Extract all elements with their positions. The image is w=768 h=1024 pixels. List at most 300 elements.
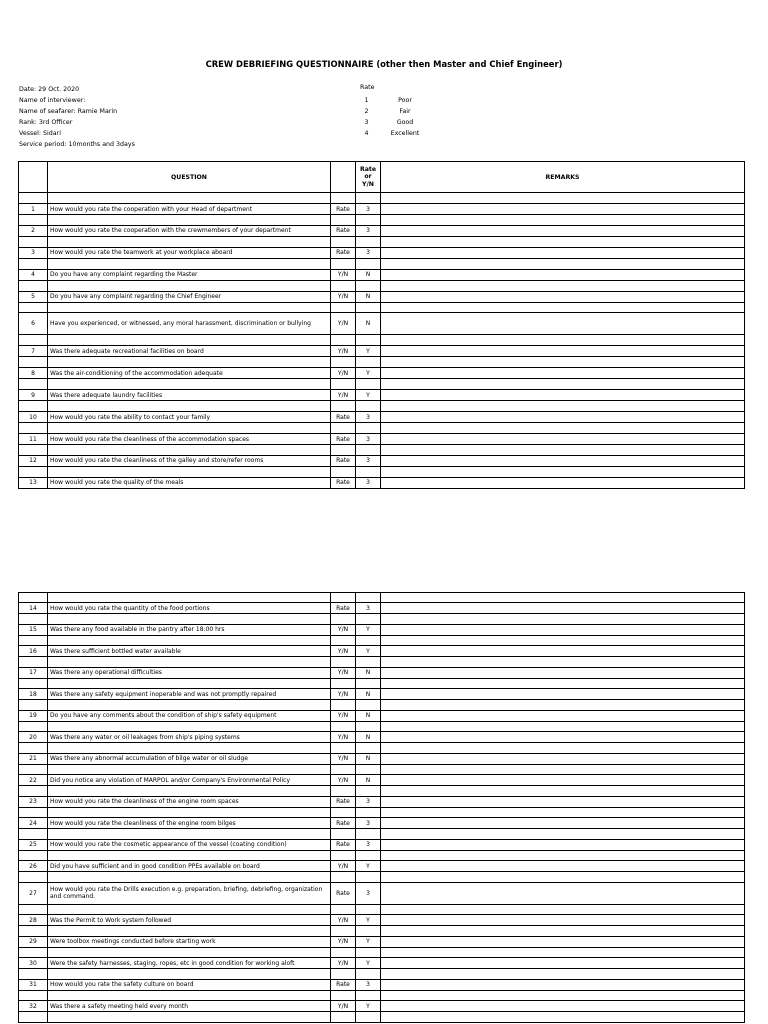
answer-value: N bbox=[356, 710, 381, 721]
question-text: Was there sufficient bottled water available bbox=[48, 646, 331, 657]
blank-cell bbox=[381, 1012, 745, 1023]
blank-cell bbox=[381, 764, 745, 775]
blank-cell bbox=[48, 743, 331, 754]
question-row bbox=[19, 775, 745, 786]
spacer-row bbox=[19, 700, 745, 711]
rate-scale-legend bbox=[360, 95, 431, 139]
blank-cell bbox=[48, 193, 331, 204]
question-text: How would you rate the cleanliness of the galley and store/refer rooms bbox=[48, 455, 331, 466]
blank-cell bbox=[48, 678, 331, 689]
answer-value: Y bbox=[356, 861, 381, 872]
spacer-row bbox=[19, 904, 745, 915]
question-number: 17 bbox=[19, 667, 48, 678]
blank-cell bbox=[19, 614, 48, 625]
blank-cell bbox=[48, 466, 331, 477]
question-number: 4 bbox=[19, 269, 48, 280]
blank-cell bbox=[356, 926, 381, 937]
question-row bbox=[19, 818, 745, 829]
blank-cell bbox=[331, 764, 356, 775]
answer-type: Rate bbox=[331, 603, 356, 614]
questions-body-page-2 bbox=[19, 593, 745, 1023]
spacer-row bbox=[19, 678, 745, 689]
vessel-field: Vessel: Sidari bbox=[19, 130, 61, 137]
spacer-row bbox=[19, 258, 745, 269]
blank-cell bbox=[381, 280, 745, 291]
question-text: How would you rate the cleanliness of the engine room bilges bbox=[48, 818, 331, 829]
blank-cell bbox=[331, 193, 356, 204]
blank-cell bbox=[331, 614, 356, 625]
question-row bbox=[19, 291, 745, 302]
blank-cell bbox=[19, 423, 48, 434]
spacer-row bbox=[19, 215, 745, 226]
question-row bbox=[19, 434, 745, 445]
answer-value: 3 bbox=[356, 882, 381, 904]
blank-cell bbox=[48, 445, 331, 456]
blank-cell bbox=[356, 990, 381, 1001]
question-number: 3 bbox=[19, 247, 48, 258]
blank-cell bbox=[331, 335, 356, 346]
blank-cell bbox=[331, 635, 356, 646]
question-number: 25 bbox=[19, 839, 48, 850]
blank-cell bbox=[19, 379, 48, 390]
header-rate-line1: Rate bbox=[359, 165, 377, 173]
blank-cell bbox=[331, 969, 356, 980]
rate-level-label: Poor bbox=[398, 97, 412, 104]
blank-cell bbox=[19, 635, 48, 646]
answer-value: Y bbox=[356, 936, 381, 947]
blank-cell bbox=[331, 236, 356, 247]
answer-value: 3 bbox=[356, 979, 381, 990]
answer-type: Y/N bbox=[331, 915, 356, 926]
blank-cell bbox=[48, 990, 331, 1001]
blank-cell bbox=[356, 593, 381, 603]
blank-cell bbox=[19, 302, 48, 313]
remarks-cell bbox=[381, 796, 745, 807]
blank-cell bbox=[356, 258, 381, 269]
blank-cell bbox=[19, 236, 48, 247]
blank-cell bbox=[19, 593, 48, 603]
blank-cell bbox=[48, 302, 331, 313]
remarks-cell bbox=[381, 412, 745, 423]
answer-value: N bbox=[356, 732, 381, 743]
question-number: 9 bbox=[19, 390, 48, 401]
header-rate-line2: or bbox=[364, 173, 372, 181]
blank-cell bbox=[356, 969, 381, 980]
question-number: 22 bbox=[19, 775, 48, 786]
answer-value: N bbox=[356, 269, 381, 280]
question-text: How would you rate the ability to contact your family bbox=[48, 412, 331, 423]
blank-cell bbox=[331, 1012, 356, 1023]
answer-type: Rate bbox=[331, 225, 356, 236]
answer-type: Y/N bbox=[331, 390, 356, 401]
blank-cell bbox=[356, 215, 381, 226]
blank-cell bbox=[381, 947, 745, 958]
rate-level bbox=[360, 106, 431, 117]
question-row bbox=[19, 958, 745, 969]
question-row bbox=[19, 839, 745, 850]
blank-cell bbox=[381, 904, 745, 915]
answer-type: Y/N bbox=[331, 291, 356, 302]
question-text: Was there a safety meeting held every month bbox=[48, 1001, 331, 1012]
blank-cell bbox=[381, 215, 745, 226]
spacer-row bbox=[19, 786, 745, 797]
question-number: 5 bbox=[19, 291, 48, 302]
blank-cell bbox=[19, 926, 48, 937]
answer-type: Rate bbox=[331, 434, 356, 445]
answer-type: Y/N bbox=[331, 710, 356, 721]
blank-cell bbox=[356, 947, 381, 958]
remarks-cell bbox=[381, 204, 745, 215]
answer-value: Y bbox=[356, 368, 381, 379]
answer-type: Y/N bbox=[331, 346, 356, 357]
blank-cell bbox=[48, 423, 331, 434]
spacer-row bbox=[19, 423, 745, 434]
remarks-cell bbox=[381, 882, 745, 904]
blank-cell bbox=[381, 829, 745, 840]
blank-cell bbox=[356, 743, 381, 754]
question-text: Do you have any comments about the condition of ship's safety equipment bbox=[48, 710, 331, 721]
remarks-cell bbox=[381, 667, 745, 678]
spacer-row bbox=[19, 721, 745, 732]
document-title: CREW DEBRIEFING QUESTIONNAIRE (other then Master and Chief Engineer) bbox=[205, 59, 563, 69]
blank-cell bbox=[381, 850, 745, 861]
blank-cell bbox=[331, 357, 356, 368]
rate-level-number: 1 bbox=[364, 97, 369, 104]
blank-cell bbox=[331, 926, 356, 937]
question-number: 15 bbox=[19, 624, 48, 635]
spacer-row bbox=[19, 445, 745, 456]
question-number: 1 bbox=[19, 204, 48, 215]
question-row bbox=[19, 882, 745, 904]
rate-level bbox=[360, 128, 431, 139]
answer-value: N bbox=[356, 667, 381, 678]
answer-type: Y/N bbox=[331, 313, 356, 335]
question-row bbox=[19, 346, 745, 357]
blank-cell bbox=[331, 990, 356, 1001]
spacer-row bbox=[19, 872, 745, 883]
remarks-cell bbox=[381, 368, 745, 379]
question-row bbox=[19, 390, 745, 401]
blank-cell bbox=[356, 829, 381, 840]
answer-value: Y bbox=[356, 390, 381, 401]
answer-value: N bbox=[356, 313, 381, 335]
question-row bbox=[19, 313, 745, 335]
blank-cell bbox=[331, 302, 356, 313]
blank-cell bbox=[331, 721, 356, 732]
blank-cell bbox=[381, 193, 745, 204]
blank-cell bbox=[19, 807, 48, 818]
blank-cell bbox=[48, 357, 331, 368]
blank-cell bbox=[48, 657, 331, 668]
blank-cell bbox=[356, 335, 381, 346]
question-text: Did you notice any violation of MARPOL and/or Company's Environmental Policy bbox=[48, 775, 331, 786]
blank-cell bbox=[381, 700, 745, 711]
header-question: QUESTION bbox=[48, 162, 331, 193]
question-number: 24 bbox=[19, 818, 48, 829]
blank-cell bbox=[19, 764, 48, 775]
question-text: Did you have sufficient and in good condition PPEs available on board bbox=[48, 861, 331, 872]
blank-cell bbox=[381, 807, 745, 818]
answer-value: Y bbox=[356, 646, 381, 657]
blank-cell bbox=[356, 614, 381, 625]
blank-cell bbox=[331, 379, 356, 390]
blank-cell bbox=[356, 700, 381, 711]
remarks-cell bbox=[381, 390, 745, 401]
blank-cell bbox=[356, 904, 381, 915]
spacer-row bbox=[19, 379, 745, 390]
blank-cell bbox=[331, 829, 356, 840]
question-row bbox=[19, 732, 745, 743]
answer-value: N bbox=[356, 775, 381, 786]
spacer-row bbox=[19, 193, 745, 204]
blank-cell bbox=[19, 215, 48, 226]
date-field: Date: 29 Oct. 2020 bbox=[19, 86, 80, 93]
remarks-cell bbox=[381, 477, 745, 488]
question-number: 26 bbox=[19, 861, 48, 872]
blank-cell bbox=[19, 786, 48, 797]
question-row bbox=[19, 710, 745, 721]
answer-type: Y/N bbox=[331, 1001, 356, 1012]
blank-cell bbox=[356, 357, 381, 368]
blank-cell bbox=[48, 258, 331, 269]
spacer-row bbox=[19, 807, 745, 818]
question-number: 13 bbox=[19, 477, 48, 488]
blank-cell bbox=[19, 743, 48, 754]
blank-cell bbox=[331, 593, 356, 603]
question-number: 32 bbox=[19, 1001, 48, 1012]
question-number: 7 bbox=[19, 346, 48, 357]
rate-level-label: Excellent bbox=[390, 130, 420, 137]
blank-cell bbox=[356, 850, 381, 861]
question-row bbox=[19, 667, 745, 678]
spacer-row bbox=[19, 947, 745, 958]
remarks-cell bbox=[381, 861, 745, 872]
blank-cell bbox=[19, 258, 48, 269]
question-text: How would you rate the cosmetic appearance of the vessel (coating condition) bbox=[48, 839, 331, 850]
blank-cell bbox=[331, 678, 356, 689]
rank-field: Rank: 3rd Officer bbox=[19, 119, 73, 126]
question-text: How would you rate the cooperation with the crewmembers of your department bbox=[48, 225, 331, 236]
blank-cell bbox=[19, 466, 48, 477]
question-text: How would you rate the quantity of the food portions bbox=[48, 603, 331, 614]
blank-cell bbox=[356, 872, 381, 883]
answer-value: 3 bbox=[356, 796, 381, 807]
blank-cell bbox=[48, 614, 331, 625]
blank-cell bbox=[48, 904, 331, 915]
spacer-row bbox=[19, 926, 745, 937]
answer-type: Rate bbox=[331, 818, 356, 829]
question-row bbox=[19, 861, 745, 872]
blank-cell bbox=[381, 786, 745, 797]
question-row bbox=[19, 204, 745, 215]
answer-type: Y/N bbox=[331, 753, 356, 764]
header-rate-or-yn bbox=[356, 162, 381, 193]
blank-cell bbox=[19, 193, 48, 204]
answer-type: Rate bbox=[331, 839, 356, 850]
blank-cell bbox=[48, 969, 331, 980]
remarks-cell bbox=[381, 732, 745, 743]
question-number: 30 bbox=[19, 958, 48, 969]
blank-cell bbox=[331, 401, 356, 412]
answer-type: Rate bbox=[331, 204, 356, 215]
question-number: 29 bbox=[19, 936, 48, 947]
question-number: 8 bbox=[19, 368, 48, 379]
question-number: 23 bbox=[19, 796, 48, 807]
blank-cell bbox=[19, 700, 48, 711]
spacer-row bbox=[19, 764, 745, 775]
question-row bbox=[19, 646, 745, 657]
question-text: Was the air-conditioning of the accommodation adequate bbox=[48, 368, 331, 379]
blank-cell bbox=[48, 635, 331, 646]
blank-cell bbox=[356, 721, 381, 732]
blank-cell bbox=[331, 423, 356, 434]
spacer-row bbox=[19, 302, 745, 313]
answer-type: Rate bbox=[331, 477, 356, 488]
answer-value: 3 bbox=[356, 455, 381, 466]
question-number: 27 bbox=[19, 882, 48, 904]
question-text: Was there any abnormal accumulation of bilge water or oil sludge bbox=[48, 753, 331, 764]
remarks-cell bbox=[381, 624, 745, 635]
remarks-cell bbox=[381, 291, 745, 302]
blank-cell bbox=[331, 743, 356, 754]
answer-value: 3 bbox=[356, 477, 381, 488]
question-text: How would you rate the quality of the meals bbox=[48, 477, 331, 488]
answer-type: Y/N bbox=[331, 667, 356, 678]
question-number: 16 bbox=[19, 646, 48, 657]
remarks-cell bbox=[381, 979, 745, 990]
remarks-cell bbox=[381, 915, 745, 926]
answer-type: Y/N bbox=[331, 269, 356, 280]
question-text: Do you have any complaint regarding the Chief Engineer bbox=[48, 291, 331, 302]
remarks-cell bbox=[381, 775, 745, 786]
questionnaire-page-2 bbox=[0, 520, 768, 1024]
blank-cell bbox=[19, 657, 48, 668]
answer-value: 3 bbox=[356, 603, 381, 614]
question-number: 14 bbox=[19, 603, 48, 614]
spacer-row bbox=[19, 335, 745, 346]
rate-level-number: 2 bbox=[364, 108, 369, 115]
answer-value: 3 bbox=[356, 204, 381, 215]
blank-cell bbox=[381, 335, 745, 346]
question-number: 20 bbox=[19, 732, 48, 743]
blank-cell bbox=[48, 401, 331, 412]
blank-cell bbox=[19, 678, 48, 689]
remarks-cell bbox=[381, 936, 745, 947]
answer-value: Y bbox=[356, 1001, 381, 1012]
blank-cell bbox=[19, 721, 48, 732]
spacer-row bbox=[19, 829, 745, 840]
answer-type: Rate bbox=[331, 979, 356, 990]
remarks-cell bbox=[381, 958, 745, 969]
question-text: Was the Permit to Work system followed bbox=[48, 915, 331, 926]
rate-level-label: Fair bbox=[399, 108, 411, 115]
answer-type: Y/N bbox=[331, 861, 356, 872]
blank-cell bbox=[331, 280, 356, 291]
blank-cell bbox=[356, 379, 381, 390]
remarks-cell bbox=[381, 455, 745, 466]
question-row bbox=[19, 979, 745, 990]
blank-cell bbox=[381, 969, 745, 980]
blank-cell bbox=[19, 990, 48, 1001]
answer-value: 3 bbox=[356, 818, 381, 829]
question-number: 12 bbox=[19, 455, 48, 466]
blank-cell bbox=[48, 593, 331, 603]
blank-cell bbox=[356, 764, 381, 775]
blank-cell bbox=[381, 721, 745, 732]
blank-cell bbox=[331, 850, 356, 861]
question-text: How would you rate the cleanliness of the engine room spaces bbox=[48, 796, 331, 807]
questions-body-page-1 bbox=[19, 193, 745, 489]
blank-cell bbox=[381, 302, 745, 313]
question-text: Was there adequate laundry facilities bbox=[48, 390, 331, 401]
answer-value: 3 bbox=[356, 839, 381, 850]
question-text: Was there adequate recreational facilities on board bbox=[48, 346, 331, 357]
remarks-cell bbox=[381, 313, 745, 335]
blank-cell bbox=[331, 807, 356, 818]
spacer-row bbox=[19, 850, 745, 861]
blank-cell bbox=[19, 947, 48, 958]
question-row bbox=[19, 753, 745, 764]
blank-cell bbox=[19, 335, 48, 346]
question-number: 31 bbox=[19, 979, 48, 990]
blank-cell bbox=[356, 302, 381, 313]
blank-cell bbox=[381, 466, 745, 477]
blank-cell bbox=[19, 1012, 48, 1023]
answer-type: Y/N bbox=[331, 368, 356, 379]
question-text: Were the safety harnesses, staging, ropes, etc in good condition for working aloft bbox=[48, 958, 331, 969]
question-row bbox=[19, 936, 745, 947]
remarks-cell bbox=[381, 1001, 745, 1012]
blank-cell bbox=[356, 466, 381, 477]
blank-cell bbox=[356, 193, 381, 204]
answer-type: Y/N bbox=[331, 646, 356, 657]
blank-cell bbox=[381, 357, 745, 368]
remarks-cell bbox=[381, 689, 745, 700]
spacer-row bbox=[19, 357, 745, 368]
remarks-cell bbox=[381, 346, 745, 357]
blank-cell bbox=[48, 215, 331, 226]
blank-cell bbox=[356, 1012, 381, 1023]
header-rate-line3: Y/N bbox=[362, 180, 374, 188]
blank-cell bbox=[381, 379, 745, 390]
spacer-row bbox=[19, 969, 745, 980]
question-text: How would you rate the cooperation with your Head of department bbox=[48, 204, 331, 215]
blank-cell bbox=[381, 678, 745, 689]
question-row bbox=[19, 269, 745, 280]
spacer-row bbox=[19, 743, 745, 754]
blank-cell bbox=[381, 258, 745, 269]
blank-cell bbox=[48, 850, 331, 861]
question-text: Were toolbox meetings conducted before starting work bbox=[48, 936, 331, 947]
question-text: Was there any operational difficulties bbox=[48, 667, 331, 678]
remarks-cell bbox=[381, 710, 745, 721]
rate-level bbox=[360, 95, 431, 106]
question-number: 2 bbox=[19, 225, 48, 236]
spacer-row bbox=[19, 466, 745, 477]
interviewer-field: Name of interviewer: bbox=[19, 97, 86, 104]
question-text: How would you rate the Drills execution e.g. preparation, briefing, debriefing, organization and command. bbox=[48, 882, 331, 904]
question-text: Was there any food available in the pantry after 18:00 hrs bbox=[48, 624, 331, 635]
spacer-row bbox=[19, 401, 745, 412]
answer-type: Rate bbox=[331, 882, 356, 904]
service-period-field: Service period: 10months and 3days bbox=[19, 141, 135, 148]
answer-value: Y bbox=[356, 958, 381, 969]
blank-cell bbox=[356, 423, 381, 434]
question-number: 28 bbox=[19, 915, 48, 926]
blank-cell bbox=[356, 445, 381, 456]
crew-info-block bbox=[19, 84, 135, 150]
blank-cell bbox=[356, 657, 381, 668]
